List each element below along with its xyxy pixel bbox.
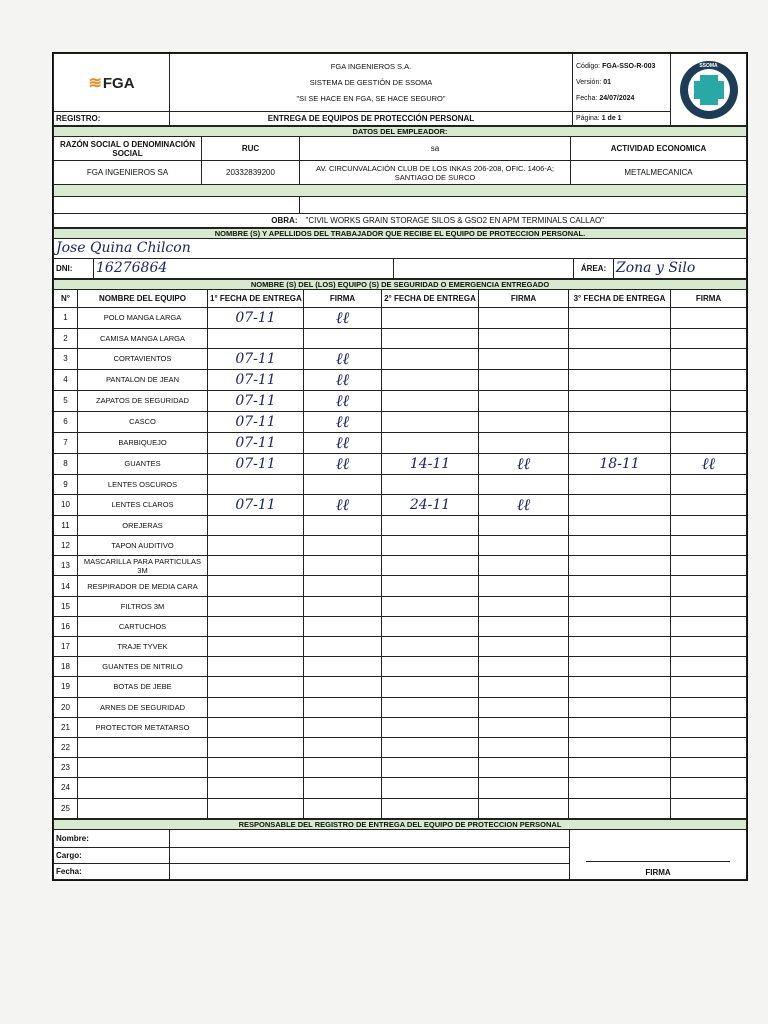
signature-1 xyxy=(304,657,382,677)
table-row xyxy=(54,637,747,657)
delivery-date-1: 07-11 xyxy=(208,453,304,474)
table-row xyxy=(54,411,747,432)
signature-1: ℓℓ xyxy=(304,494,382,515)
row-number: 1 xyxy=(54,307,78,328)
delivery-date-3 xyxy=(569,576,671,596)
row-number: 15 xyxy=(54,596,78,616)
signature-2 xyxy=(479,390,569,411)
obra-section xyxy=(53,197,747,228)
responsible-section xyxy=(53,819,747,880)
signature-3 xyxy=(671,596,747,616)
table-row xyxy=(54,556,747,576)
delivery-date-1 xyxy=(208,328,304,348)
signature-1 xyxy=(304,697,382,717)
delivery-date-3 xyxy=(569,737,671,757)
delivery-date-3 xyxy=(569,778,671,798)
delivery-date-1 xyxy=(208,596,304,616)
equipment-name xyxy=(78,758,208,778)
signature-3 xyxy=(671,697,747,717)
col-domicilio: sa xyxy=(300,137,571,161)
delivery-date-1: 07-11 xyxy=(208,369,304,390)
equipment-name: ZAPATOS DE SEGURIDAD xyxy=(78,390,208,411)
signature-1 xyxy=(304,596,382,616)
table-row xyxy=(54,390,747,411)
delivery-date-1 xyxy=(208,737,304,757)
delivery-date-2: 14-11 xyxy=(382,453,479,474)
delivery-date-2 xyxy=(382,576,479,596)
signature-2 xyxy=(479,369,569,390)
registro-label: REGISTRO: xyxy=(54,112,170,126)
dni-label: DNI: xyxy=(54,258,94,278)
equipment-name: LENTES CLAROS xyxy=(78,494,208,515)
signature-3 xyxy=(671,616,747,636)
col-firma-3: FIRMA xyxy=(671,289,747,307)
signature-3 xyxy=(671,474,747,494)
equipment-name: LENTES OSCUROS xyxy=(78,474,208,494)
row-number: 23 xyxy=(54,758,78,778)
delivery-date-2 xyxy=(382,556,479,576)
signature-3 xyxy=(671,556,747,576)
delivery-date-1 xyxy=(208,798,304,818)
employer-section-title: DATOS DEL EMPLEADOR: xyxy=(54,127,747,137)
signature-2 xyxy=(479,596,569,616)
table-row xyxy=(54,758,747,778)
delivery-date-1: 07-11 xyxy=(208,348,304,369)
delivery-date-2 xyxy=(382,778,479,798)
delivery-date-2 xyxy=(382,307,479,328)
company-logo: ≋ FGA xyxy=(54,54,170,112)
signature-1 xyxy=(304,556,382,576)
table-row xyxy=(54,328,747,348)
obra-spacer xyxy=(54,197,300,213)
delivery-date-2 xyxy=(382,758,479,778)
row-number: 10 xyxy=(54,494,78,515)
header-titles xyxy=(170,54,573,112)
signature-1 xyxy=(304,515,382,535)
delivery-date-1 xyxy=(208,697,304,717)
delivery-date-1 xyxy=(208,536,304,556)
row-number: 18 xyxy=(54,657,78,677)
obra-label: OBRA: xyxy=(54,213,300,227)
signature-2 xyxy=(479,515,569,535)
signature-3 xyxy=(671,677,747,697)
delivery-date-2 xyxy=(382,515,479,535)
signature-3 xyxy=(671,348,747,369)
delivery-date-2 xyxy=(382,616,479,636)
table-row xyxy=(54,453,747,474)
delivery-date-2: 24-11 xyxy=(382,494,479,515)
delivery-date-2 xyxy=(382,328,479,348)
ssoma-seal xyxy=(671,54,747,126)
signature-1 xyxy=(304,616,382,636)
equipment-name: PROTECTOR METATARSO xyxy=(78,717,208,737)
table-row xyxy=(54,697,747,717)
delivery-date-1 xyxy=(208,677,304,697)
col-n: N° xyxy=(54,289,78,307)
spacer-green xyxy=(54,185,747,197)
equipment-name: OREJERAS xyxy=(78,515,208,535)
worker-name: Jose Quina Chilcon xyxy=(54,238,747,258)
row-number: 20 xyxy=(54,697,78,717)
delivery-date-1 xyxy=(208,616,304,636)
employer-section xyxy=(53,126,747,197)
delivery-date-3 xyxy=(569,328,671,348)
signature-1 xyxy=(304,677,382,697)
signature-3 xyxy=(671,515,747,535)
signature-1: ℓℓ xyxy=(304,307,382,328)
table-row xyxy=(54,307,747,328)
table-row xyxy=(54,677,747,697)
signature-1 xyxy=(304,778,382,798)
equipment-name: CASCO xyxy=(78,411,208,432)
table-row xyxy=(54,616,747,636)
slogan: "SI SE HACE EN FGA, SE HACE SEGURO" xyxy=(296,93,446,103)
fecha-field[interactable] xyxy=(170,863,570,879)
delivery-date-3 xyxy=(569,596,671,616)
col-fecha-3: 3° FECHA DE ENTREGA xyxy=(569,289,671,307)
equipment-table xyxy=(53,279,747,819)
equipment-rows xyxy=(54,307,747,818)
row-number: 11 xyxy=(54,515,78,535)
equipment-name: TRAJE TYVEK xyxy=(78,637,208,657)
signature-1 xyxy=(304,474,382,494)
signature-3 xyxy=(671,328,747,348)
cargo-field[interactable] xyxy=(170,847,570,863)
signature-2 xyxy=(479,677,569,697)
signature-1 xyxy=(304,637,382,657)
delivery-date-3 xyxy=(569,307,671,328)
equipment-name: POLO MANGA LARGA xyxy=(78,307,208,328)
signature-1 xyxy=(304,536,382,556)
system-name: SISTEMA DE GESTIÓN DE SSOMA xyxy=(309,77,433,87)
signature-2 xyxy=(479,411,569,432)
delivery-date-2 xyxy=(382,474,479,494)
equipment-name: CORTAVIENTOS xyxy=(78,348,208,369)
delivery-date-3 xyxy=(569,432,671,453)
pagina-value: 1 de 1 xyxy=(601,115,622,122)
delivery-date-1: 07-11 xyxy=(208,411,304,432)
delivery-date-1 xyxy=(208,474,304,494)
signature-3 xyxy=(671,758,747,778)
row-number: 13 xyxy=(54,556,78,576)
fecha-value: 24/07/2024 xyxy=(599,94,635,102)
delivery-date-2 xyxy=(382,348,479,369)
row-number: 7 xyxy=(54,432,78,453)
col-razon-social: RAZÓN SOCIAL O DENOMINACIÓN SOCIAL xyxy=(54,137,202,161)
delivery-date-3 xyxy=(569,697,671,717)
col-firma-2: FIRMA xyxy=(479,289,569,307)
delivery-date-3 xyxy=(569,411,671,432)
row-number: 3 xyxy=(54,348,78,369)
col-equipo: NOMBRE DEL EQUIPO xyxy=(78,289,208,307)
delivery-date-3 xyxy=(569,616,671,636)
signature-3 xyxy=(671,637,747,657)
doc-meta xyxy=(573,54,671,112)
delivery-date-2 xyxy=(382,411,479,432)
signature-2 xyxy=(479,536,569,556)
firma-box[interactable] xyxy=(570,829,747,879)
delivery-date-3 xyxy=(569,677,671,697)
signature-3 xyxy=(671,717,747,737)
table-row xyxy=(54,737,747,757)
delivery-date-3 xyxy=(569,348,671,369)
row-number: 21 xyxy=(54,717,78,737)
signature-2 xyxy=(479,637,569,657)
signature-3 xyxy=(671,798,747,818)
signature-3 xyxy=(671,737,747,757)
signature-2 xyxy=(479,616,569,636)
firma-label: FIRMA xyxy=(586,861,730,877)
delivery-date-2 xyxy=(382,697,479,717)
equipment-name: CAMISA MANGA LARGA xyxy=(78,328,208,348)
delivery-date-3 xyxy=(569,637,671,657)
table-row xyxy=(54,369,747,390)
signature-2 xyxy=(479,657,569,677)
signature-1: ℓℓ xyxy=(304,411,382,432)
form-header xyxy=(53,53,747,126)
razon-social-value: FGA INGENIEROS SA xyxy=(54,161,202,185)
delivery-date-1: 07-11 xyxy=(208,390,304,411)
row-number: 22 xyxy=(54,737,78,757)
delivery-date-3: 18-11 xyxy=(569,453,671,474)
row-number: 14 xyxy=(54,576,78,596)
equipment-header-row xyxy=(54,289,747,307)
codigo-label: Código: xyxy=(576,62,601,70)
delivery-date-2 xyxy=(382,432,479,453)
row-number: 16 xyxy=(54,616,78,636)
delivery-date-1 xyxy=(208,758,304,778)
delivery-date-2 xyxy=(382,737,479,757)
signature-2 xyxy=(479,307,569,328)
col-fecha-1: 1° FECHA DE ENTREGA xyxy=(208,289,304,307)
delivery-date-2 xyxy=(382,677,479,697)
signature-1 xyxy=(304,758,382,778)
table-row xyxy=(54,798,747,818)
obra-spacer-2 xyxy=(300,197,747,213)
equipment-name: BARBIQUEJO xyxy=(78,432,208,453)
equipment-name xyxy=(78,798,208,818)
delivery-date-2 xyxy=(382,657,479,677)
signature-2 xyxy=(479,717,569,737)
signature-3 xyxy=(671,307,747,328)
actividad-value: METALMECANICA xyxy=(570,161,746,185)
delivery-date-3 xyxy=(569,798,671,818)
nombre-label: Nombre: xyxy=(54,829,170,847)
signature-1: ℓℓ xyxy=(304,369,382,390)
signature-2 xyxy=(479,697,569,717)
document-title: ENTREGA DE EQUIPOS DE PROTECCIÓN PERSONAL xyxy=(170,112,573,126)
row-number: 17 xyxy=(54,637,78,657)
equipment-name: FILTROS 3M xyxy=(78,596,208,616)
col-fecha-2: 2° FECHA DE ENTREGA xyxy=(382,289,479,307)
table-row xyxy=(54,778,747,798)
worker-section-title: NOMBRE (S) Y APELLIDOS DEL TRABAJADOR QUE RECIBE EL EQUIPO DE PROTECCION PERSONAL. xyxy=(54,228,747,238)
equipment-section-title: NOMBRE (S) DEL (LOS) EQUIPO (S) DE SEGURIDAD O EMERGENCIA ENTREGADO xyxy=(54,279,747,289)
table-row xyxy=(54,432,747,453)
signature-2 xyxy=(479,328,569,348)
delivery-date-1: 07-11 xyxy=(208,307,304,328)
equipment-name: TAPON AUDITIVO xyxy=(78,536,208,556)
worker-blank xyxy=(394,258,574,278)
obra-value: "CIVIL WORKS GRAIN STORAGE SILOS & GSO2 EN APM TERMINALS CALLAO" xyxy=(300,213,747,227)
domicilio-value: AV. CIRCUNVALACIÓN CLUB DE LOS INKAS 206-208, OFIC. 1406-A; SANTIAGO DE SURCO xyxy=(300,161,571,185)
row-number: 6 xyxy=(54,411,78,432)
dni-value: 16276864 xyxy=(94,258,394,278)
row-number: 5 xyxy=(54,390,78,411)
nombre-field[interactable] xyxy=(170,829,570,847)
delivery-date-2 xyxy=(382,536,479,556)
delivery-date-3 xyxy=(569,556,671,576)
delivery-date-1 xyxy=(208,576,304,596)
row-number: 19 xyxy=(54,677,78,697)
signature-3: ℓℓ xyxy=(671,453,747,474)
table-row xyxy=(54,717,747,737)
table-row xyxy=(54,536,747,556)
delivery-date-1 xyxy=(208,778,304,798)
fga-logo-icon: ≋ xyxy=(88,74,100,92)
delivery-date-2 xyxy=(382,717,479,737)
equipment-name: ARNES DE SEGURIDAD xyxy=(78,697,208,717)
row-number: 2 xyxy=(54,328,78,348)
delivery-date-1: 07-11 xyxy=(208,494,304,515)
area-value: Zona y Silo xyxy=(614,258,747,278)
ruc-value: 20332839200 xyxy=(202,161,300,185)
equipment-name: MASCARILLA PARA PARTICULAS 3M xyxy=(78,556,208,576)
table-row xyxy=(54,474,747,494)
signature-3 xyxy=(671,411,747,432)
delivery-date-1 xyxy=(208,637,304,657)
signature-2 xyxy=(479,798,569,818)
row-number: 12 xyxy=(54,536,78,556)
signature-3 xyxy=(671,390,747,411)
table-row xyxy=(54,515,747,535)
epp-delivery-form xyxy=(52,52,748,881)
delivery-date-1 xyxy=(208,556,304,576)
signature-1: ℓℓ xyxy=(304,453,382,474)
signature-1 xyxy=(304,717,382,737)
equipment-name xyxy=(78,778,208,798)
signature-2: ℓℓ xyxy=(479,494,569,515)
signature-1: ℓℓ xyxy=(304,390,382,411)
delivery-date-1 xyxy=(208,515,304,535)
row-number: 24 xyxy=(54,778,78,798)
equipment-name: RESPIRADOR DE MEDIA CARA xyxy=(78,576,208,596)
table-row xyxy=(54,657,747,677)
signature-3 xyxy=(671,369,747,390)
fecha-resp-label: Fecha: xyxy=(54,863,170,879)
signature-2 xyxy=(479,576,569,596)
table-row xyxy=(54,576,747,596)
ssoma-seal-icon: SSOMA xyxy=(680,61,738,119)
equipment-name: CARTUCHOS xyxy=(78,616,208,636)
signature-2 xyxy=(479,778,569,798)
signature-1 xyxy=(304,798,382,818)
signature-3 xyxy=(671,657,747,677)
col-actividad: ACTIVIDAD ECONOMICA xyxy=(570,137,746,161)
equipment-name: GUANTES DE NITRILO xyxy=(78,657,208,677)
row-number: 8 xyxy=(54,453,78,474)
signature-2 xyxy=(479,556,569,576)
signature-3 xyxy=(671,778,747,798)
col-firma-1: FIRMA xyxy=(304,289,382,307)
row-number: 25 xyxy=(54,798,78,818)
signature-1 xyxy=(304,737,382,757)
col-ruc: RUC xyxy=(202,137,300,161)
company-name: FGA INGENIEROS S.A. xyxy=(330,61,412,71)
signature-3 xyxy=(671,576,747,596)
area-label: ÁREA: xyxy=(574,258,614,278)
row-number: 4 xyxy=(54,369,78,390)
signature-2 xyxy=(479,737,569,757)
signature-1 xyxy=(304,576,382,596)
delivery-date-3 xyxy=(569,758,671,778)
signature-2 xyxy=(479,432,569,453)
signature-3 xyxy=(671,494,747,515)
signature-2 xyxy=(479,758,569,778)
delivery-date-1 xyxy=(208,657,304,677)
equipment-name: BOTAS DE JEBE xyxy=(78,677,208,697)
delivery-date-1: 07-11 xyxy=(208,432,304,453)
delivery-date-2 xyxy=(382,596,479,616)
signature-2 xyxy=(479,348,569,369)
responsible-section-title: RESPONSABLE DEL REGISTRO DE ENTREGA DEL EQUIPO DE PROTECCION PERSONAL xyxy=(54,819,747,829)
equipment-name xyxy=(78,737,208,757)
version-label: Versión: xyxy=(576,78,602,86)
fecha-label: Fecha: xyxy=(576,94,598,102)
cargo-label: Cargo: xyxy=(54,847,170,863)
table-row xyxy=(54,494,747,515)
table-row xyxy=(54,596,747,616)
delivery-date-1 xyxy=(208,717,304,737)
delivery-date-3 xyxy=(569,369,671,390)
worker-section xyxy=(53,228,747,279)
delivery-date-3 xyxy=(569,474,671,494)
version-value: 01 xyxy=(603,78,612,86)
delivery-date-2 xyxy=(382,369,479,390)
codigo-value: FGA-SSO-R-003 xyxy=(602,62,656,70)
delivery-date-2 xyxy=(382,637,479,657)
signature-1: ℓℓ xyxy=(304,348,382,369)
signature-3 xyxy=(671,536,747,556)
signature-2 xyxy=(479,474,569,494)
pagina xyxy=(573,112,671,126)
delivery-date-3 xyxy=(569,717,671,737)
pagina-label: Página: xyxy=(576,115,600,122)
equipment-name: PANTALON DE JEAN xyxy=(78,369,208,390)
row-number: 9 xyxy=(54,474,78,494)
signature-2: ℓℓ xyxy=(479,453,569,474)
signature-3 xyxy=(671,432,747,453)
signature-1 xyxy=(304,328,382,348)
delivery-date-3 xyxy=(569,390,671,411)
delivery-date-2 xyxy=(382,390,479,411)
delivery-date-3 xyxy=(569,536,671,556)
delivery-date-3 xyxy=(569,494,671,515)
delivery-date-3 xyxy=(569,657,671,677)
table-row xyxy=(54,348,747,369)
equipment-name: GUANTES xyxy=(78,453,208,474)
delivery-date-2 xyxy=(382,798,479,818)
delivery-date-3 xyxy=(569,515,671,535)
signature-1: ℓℓ xyxy=(304,432,382,453)
